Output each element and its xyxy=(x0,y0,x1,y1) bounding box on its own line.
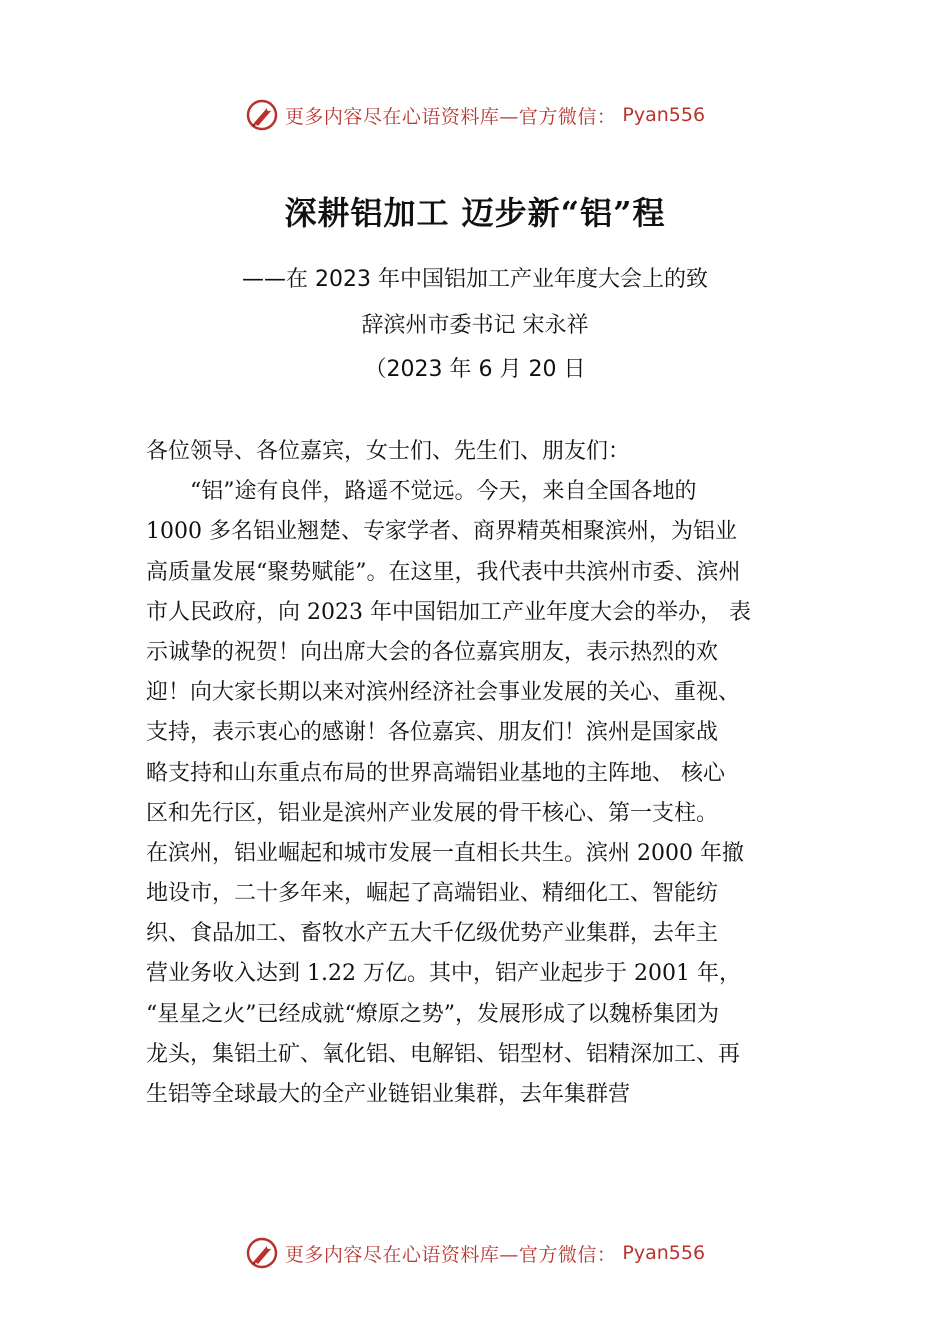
speech-body xyxy=(146,432,814,1115)
subtitle-line: ——在 2023 年中国铝加工产业年度大会上的致 xyxy=(242,267,708,292)
body-line: 区和先行区，铝业是滨州产业发展的骨干核心、第一支柱。 xyxy=(146,800,719,826)
body-line: 生铝等全球最大的全产业链铝业集群，去年集群营 xyxy=(146,1082,631,1107)
document-title: 深耕铝加工 迈步新“铝”程 xyxy=(284,194,666,232)
footer-watermark xyxy=(0,1233,950,1273)
body-line: 高质量发展“聚势赋能”。在这里，我代表中共滨州市委、滨州 xyxy=(146,559,741,585)
body-line: 示诚挚的祝贺！向出席大会的各位嘉宾朋友，表示热烈的欢 xyxy=(146,639,719,665)
salutation-line: 各位领导、各位嘉宾，女士们、先生们、朋友们： xyxy=(146,439,631,464)
pen-logo-icon xyxy=(245,98,279,132)
subtitle-date: （2023 年 6 月 20 日 xyxy=(364,357,586,382)
body-line: “铝”途有良伴，路遥不觉远。今天，来自全国各地的 xyxy=(190,479,697,505)
body-line: 1000 多名铝业翘楚、专家学者、商界精英相聚滨州，为铝业 xyxy=(146,519,737,545)
watermark-text: 更多内容尽在心语资料库—官方微信： xyxy=(284,105,617,128)
body-line: 龙头，集铝土矿、氧化铝、电解铝、铝型材、铝精深加工、再 xyxy=(146,1041,741,1067)
subtitle-line: 辞滨州市委书记 宋永祥 xyxy=(361,313,589,338)
pen-logo-icon xyxy=(245,1236,279,1270)
body-line: 在滨州，铝业崛起和城市发展一直相长共生。滨州 2000 年撤 xyxy=(146,840,744,866)
body-line: 迎！向大家长期以来对滨州经济社会事业发展的关心、重视、 xyxy=(146,680,741,706)
body-line: 地设市，二十多年来，崛起了高端铝业、精细化工、智能纺 xyxy=(146,881,719,907)
body-line: 市人民政府，向 2023 年中国铝加工产业年度大会的举办， 表 xyxy=(146,599,751,625)
header-watermark xyxy=(0,95,950,135)
body-line: 织、食品加工、畜牧水产五大千亿级优势产业集群，去年主 xyxy=(146,921,719,947)
body-line: 略支持和山东重点布局的世界高端铝业基地的主阵地、 核心 xyxy=(146,760,725,786)
body-line: “星星之火”已经成就“燎原之势”，发展形成了以魏桥集团为 xyxy=(146,1001,719,1027)
watermark-wechat-id: Pyan556 xyxy=(622,1242,706,1264)
body-line: 支持，表示衷心的感谢！各位嘉宾、朋友们！滨州是国家战 xyxy=(146,720,719,746)
watermark-text: 更多内容尽在心语资料库—官方微信： xyxy=(284,1243,617,1266)
body-line: 营业务收入达到 1.22 万亿。其中，铝产业起步于 2001 年， xyxy=(146,961,741,987)
watermark-wechat-id: Pyan556 xyxy=(622,104,706,126)
